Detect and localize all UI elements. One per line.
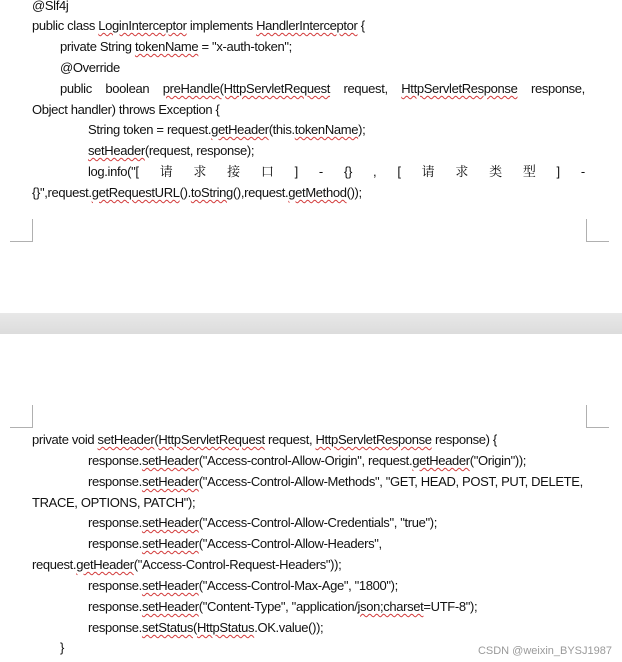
code-line: @Slf4j bbox=[32, 0, 69, 13]
code-line: setHeader(request, response); bbox=[88, 143, 255, 158]
code-line: response.setHeader("Access-Control-Allow-Headers", bbox=[88, 536, 382, 551]
code-line: response.setHeader("Content-Type", "application/json;charset=UTF-8"); bbox=[88, 599, 478, 614]
code-line-justified: public boolean preHandle(HttpServletRequest request, HttpServletResponse response, bbox=[60, 81, 585, 96]
crop-mark-bottom-left bbox=[10, 219, 33, 242]
code-line: response.setHeader("Access-control-Allow-Origin", request.getHeader("Origin")); bbox=[88, 453, 527, 468]
code-line: @Override bbox=[60, 60, 120, 75]
code-line: request.getHeader("Access-Control-Request-Headers")); bbox=[32, 557, 342, 572]
csdn-watermark: CSDN @weixin_BYSJ1987 bbox=[477, 645, 612, 657]
code-line: response.setHeader("Access-Control-Max-Age", "1800"); bbox=[88, 578, 398, 593]
code-line-justified: log.info("[ 请 求 接 口 ] - {} , [ 请 求 类 型 ] - bbox=[88, 164, 585, 179]
document-page-2 bbox=[0, 334, 622, 662]
crop-mark-top-right bbox=[586, 405, 609, 428]
page-gap bbox=[0, 313, 622, 334]
code-line: response.setHeader("Access-Control-Allow-Credentials", "true"); bbox=[88, 515, 438, 530]
code-line: response.setHeader("Access-Control-Allow-Methods", "GET, HEAD, POST, PUT, DELETE, bbox=[88, 474, 583, 489]
code-line: TRACE, OPTIONS, PATCH"); bbox=[32, 495, 196, 510]
code-line: private String tokenName = "x-auth-token"; bbox=[60, 39, 292, 54]
crop-mark-bottom-right bbox=[586, 219, 609, 242]
document-page-1 bbox=[0, 0, 622, 313]
code-line: public class LoginInterceptor implements HandlerInterceptor { bbox=[32, 18, 365, 33]
code-line: Object handler) throws Exception { bbox=[32, 102, 220, 117]
crop-mark-top-left bbox=[10, 405, 33, 428]
code-line: response.setStatus(HttpStatus.OK.value()); bbox=[88, 620, 324, 635]
code-line: String token = request.getHeader(this.tokenName); bbox=[88, 122, 366, 137]
code-line: private void setHeader(HttpServletRequest request, HttpServletResponse response) { bbox=[32, 432, 497, 447]
code-line: } bbox=[60, 640, 64, 655]
code-line: {}",request.getRequestURL().toString(),request.getMethod()); bbox=[32, 185, 362, 200]
